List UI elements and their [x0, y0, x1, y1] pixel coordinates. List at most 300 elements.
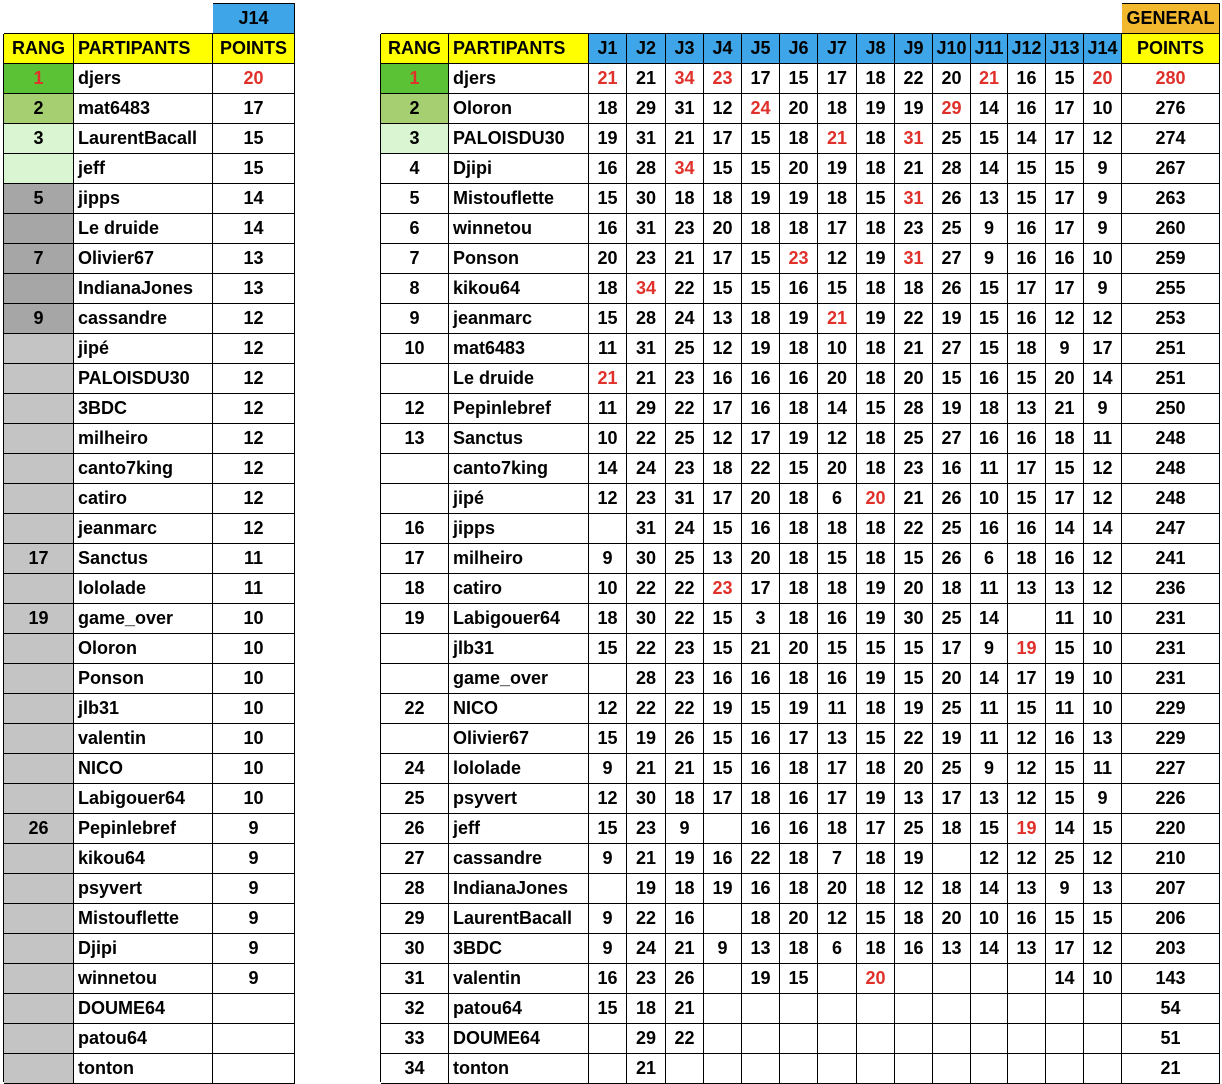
- day-score-cell[interactable]: 19: [933, 724, 971, 754]
- day-score-cell[interactable]: 13: [971, 784, 1008, 814]
- day-score-cell[interactable]: 20: [780, 904, 818, 934]
- left-rank-cell[interactable]: [4, 1054, 74, 1084]
- day-score-cell[interactable]: 23: [704, 64, 742, 94]
- right-participant-cell[interactable]: jipé: [449, 484, 589, 514]
- day-score-cell[interactable]: 27: [933, 424, 971, 454]
- day-score-cell[interactable]: 12: [1084, 304, 1122, 334]
- right-rank-cell[interactable]: 19: [381, 604, 449, 634]
- left-points-cell[interactable]: 12: [213, 334, 295, 364]
- day-score-cell[interactable]: [971, 1054, 1008, 1084]
- day-score-cell[interactable]: 20: [589, 244, 627, 274]
- total-points-cell[interactable]: 260: [1122, 214, 1220, 244]
- left-points-cell[interactable]: 10: [213, 634, 295, 664]
- day-score-cell[interactable]: 9: [589, 754, 627, 784]
- left-participant-cell[interactable]: Olivier67: [74, 244, 213, 274]
- day-score-cell[interactable]: 18: [933, 814, 971, 844]
- day-score-cell[interactable]: 12: [971, 844, 1008, 874]
- day-score-cell[interactable]: 17: [780, 724, 818, 754]
- day-score-cell[interactable]: 20: [857, 964, 895, 994]
- day-score-cell[interactable]: 23: [627, 814, 666, 844]
- day-score-cell[interactable]: 21: [666, 244, 704, 274]
- left-rank-cell[interactable]: [4, 904, 74, 934]
- left-participant-cell[interactable]: 3BDC: [74, 394, 213, 424]
- left-participant-cell[interactable]: DOUME64: [74, 994, 213, 1024]
- day-score-cell[interactable]: 26: [933, 184, 971, 214]
- left-points-cell[interactable]: [213, 1054, 295, 1084]
- day-score-cell[interactable]: [1008, 964, 1046, 994]
- day-score-cell[interactable]: [589, 1054, 627, 1084]
- day-score-cell[interactable]: 15: [895, 664, 933, 694]
- day-score-cell[interactable]: 23: [666, 634, 704, 664]
- day-score-cell[interactable]: 34: [666, 154, 704, 184]
- day-score-cell[interactable]: 18: [780, 874, 818, 904]
- left-participant-cell[interactable]: Labigouer64: [74, 784, 213, 814]
- day-score-cell[interactable]: 16: [1008, 94, 1046, 124]
- right-participant-cell[interactable]: milheiro: [449, 544, 589, 574]
- day-score-cell[interactable]: 12: [895, 874, 933, 904]
- left-rank-cell[interactable]: 9: [4, 304, 74, 334]
- day-score-cell[interactable]: 25: [933, 214, 971, 244]
- day-score-cell[interactable]: 19: [1008, 634, 1046, 664]
- day-score-cell[interactable]: 23: [666, 664, 704, 694]
- right-rank-cell[interactable]: 3: [381, 124, 449, 154]
- day-score-cell[interactable]: [933, 964, 971, 994]
- day-score-cell[interactable]: 13: [1046, 574, 1084, 604]
- total-points-cell[interactable]: 229: [1122, 694, 1220, 724]
- day-score-cell[interactable]: 23: [895, 214, 933, 244]
- day-score-cell[interactable]: 18: [857, 274, 895, 304]
- day-header-j2[interactable]: J2: [627, 34, 666, 64]
- day-score-cell[interactable]: 9: [704, 934, 742, 964]
- day-score-cell[interactable]: 19: [933, 304, 971, 334]
- left-points-cell[interactable]: 12: [213, 484, 295, 514]
- day-score-cell[interactable]: 21: [666, 754, 704, 784]
- day-score-cell[interactable]: 15: [742, 124, 780, 154]
- day-score-cell[interactable]: 15: [704, 634, 742, 664]
- day-score-cell[interactable]: 16: [589, 214, 627, 244]
- day-score-cell[interactable]: 18: [780, 604, 818, 634]
- day-score-cell[interactable]: 31: [666, 94, 704, 124]
- right-rank-cell[interactable]: 26: [381, 814, 449, 844]
- right-participant-cell[interactable]: psyvert: [449, 784, 589, 814]
- day-score-cell[interactable]: [933, 994, 971, 1024]
- left-participant-cell[interactable]: canto7king: [74, 454, 213, 484]
- day-score-cell[interactable]: [1084, 1054, 1122, 1084]
- day-score-cell[interactable]: 12: [589, 694, 627, 724]
- day-score-cell[interactable]: 23: [895, 454, 933, 484]
- day-score-cell[interactable]: 16: [742, 724, 780, 754]
- day-score-cell[interactable]: 17: [704, 484, 742, 514]
- day-score-cell[interactable]: 21: [627, 1054, 666, 1084]
- right-rank-cell[interactable]: 31: [381, 964, 449, 994]
- right-participant-cell[interactable]: patou64: [449, 994, 589, 1024]
- day-score-cell[interactable]: 15: [1084, 814, 1122, 844]
- day-score-cell[interactable]: 18: [857, 874, 895, 904]
- right-rank-cell[interactable]: 13: [381, 424, 449, 454]
- day-score-cell[interactable]: 31: [627, 514, 666, 544]
- total-points-cell[interactable]: 274: [1122, 124, 1220, 154]
- left-rank-cell[interactable]: [4, 964, 74, 994]
- day-score-cell[interactable]: 30: [627, 604, 666, 634]
- day-score-cell[interactable]: 16: [780, 814, 818, 844]
- day-score-cell[interactable]: 12: [1008, 844, 1046, 874]
- day-score-cell[interactable]: 10: [589, 574, 627, 604]
- day-score-cell[interactable]: 12: [1008, 724, 1046, 754]
- day-score-cell[interactable]: 18: [780, 934, 818, 964]
- right-rank-cell[interactable]: 10: [381, 334, 449, 364]
- left-participant-cell[interactable]: kikou64: [74, 844, 213, 874]
- day-score-cell[interactable]: 14: [589, 454, 627, 484]
- right-participant-cell[interactable]: lololade: [449, 754, 589, 784]
- day-score-cell[interactable]: 15: [589, 184, 627, 214]
- day-score-cell[interactable]: 21: [666, 934, 704, 964]
- day-score-cell[interactable]: 15: [857, 394, 895, 424]
- day-score-cell[interactable]: 17: [933, 784, 971, 814]
- day-score-cell[interactable]: 11: [971, 724, 1008, 754]
- right-rank-cell[interactable]: 22: [381, 694, 449, 724]
- left-points-cell[interactable]: 9: [213, 904, 295, 934]
- left-participant-cell[interactable]: jeff: [74, 154, 213, 184]
- left-rank-cell[interactable]: [4, 424, 74, 454]
- day-score-cell[interactable]: 16: [971, 424, 1008, 454]
- total-points-cell[interactable]: 206: [1122, 904, 1220, 934]
- day-score-cell[interactable]: 19: [780, 424, 818, 454]
- left-participant-cell[interactable]: jipps: [74, 184, 213, 214]
- day-score-cell[interactable]: 13: [1008, 574, 1046, 604]
- right-rank-cell[interactable]: 5: [381, 184, 449, 214]
- day-score-cell[interactable]: 21: [666, 124, 704, 154]
- right-rank-cell[interactable]: 34: [381, 1054, 449, 1084]
- day-score-cell[interactable]: 26: [933, 544, 971, 574]
- day-score-cell[interactable]: 9: [1084, 784, 1122, 814]
- day-score-cell[interactable]: 25: [933, 754, 971, 784]
- day-score-cell[interactable]: [857, 994, 895, 1024]
- right-participant-cell[interactable]: Ponson: [449, 244, 589, 274]
- day-score-cell[interactable]: 15: [742, 694, 780, 724]
- right-rank-cell[interactable]: [381, 454, 449, 484]
- day-score-cell[interactable]: 18: [780, 124, 818, 154]
- day-score-cell[interactable]: [780, 994, 818, 1024]
- left-points-cell[interactable]: [213, 1024, 295, 1054]
- day-score-cell[interactable]: 18: [857, 694, 895, 724]
- day-score-cell[interactable]: 20: [895, 754, 933, 784]
- day-score-cell[interactable]: 22: [895, 304, 933, 334]
- day-score-cell[interactable]: 17: [1046, 214, 1084, 244]
- day-score-cell[interactable]: 15: [780, 964, 818, 994]
- left-rank-cell[interactable]: [4, 934, 74, 964]
- day-score-cell[interactable]: 18: [666, 184, 704, 214]
- day-score-cell[interactable]: 6: [818, 934, 857, 964]
- day-score-cell[interactable]: 15: [704, 724, 742, 754]
- day-score-cell[interactable]: 20: [742, 544, 780, 574]
- left-rank-cell[interactable]: [4, 844, 74, 874]
- day-score-cell[interactable]: [704, 1054, 742, 1084]
- day-score-cell[interactable]: 15: [818, 274, 857, 304]
- left-points-cell[interactable]: 14: [213, 184, 295, 214]
- day-score-cell[interactable]: 15: [742, 244, 780, 274]
- day-score-cell[interactable]: 9: [1084, 184, 1122, 214]
- day-score-cell[interactable]: 28: [627, 664, 666, 694]
- day-score-cell[interactable]: 16: [780, 784, 818, 814]
- total-points-cell[interactable]: 253: [1122, 304, 1220, 334]
- left-points-cell[interactable]: 9: [213, 964, 295, 994]
- day-score-cell[interactable]: 17: [1046, 934, 1084, 964]
- day-score-cell[interactable]: 15: [1046, 634, 1084, 664]
- day-score-cell[interactable]: 18: [818, 514, 857, 544]
- day-score-cell[interactable]: 21: [627, 754, 666, 784]
- day-score-cell[interactable]: [704, 904, 742, 934]
- day-score-cell[interactable]: 15: [589, 814, 627, 844]
- day-score-cell[interactable]: 10: [1084, 964, 1122, 994]
- day-score-cell[interactable]: 17: [818, 784, 857, 814]
- total-points-cell[interactable]: 241: [1122, 544, 1220, 574]
- day-score-cell[interactable]: 16: [971, 514, 1008, 544]
- day-score-cell[interactable]: 17: [1046, 124, 1084, 154]
- day-score-cell[interactable]: 19: [857, 304, 895, 334]
- left-points-cell[interactable]: 12: [213, 514, 295, 544]
- left-rank-cell[interactable]: [4, 214, 74, 244]
- day-score-cell[interactable]: [895, 994, 933, 1024]
- total-points-cell[interactable]: 226: [1122, 784, 1220, 814]
- day-score-cell[interactable]: 17: [818, 754, 857, 784]
- day-score-cell[interactable]: [857, 1024, 895, 1054]
- left-rank-cell[interactable]: [4, 514, 74, 544]
- right-rank-cell[interactable]: [381, 664, 449, 694]
- day-score-cell[interactable]: 28: [627, 154, 666, 184]
- day-score-cell[interactable]: 12: [704, 94, 742, 124]
- left-rank-cell[interactable]: [4, 784, 74, 814]
- left-participant-cell[interactable]: jlb31: [74, 694, 213, 724]
- right-participant-cell[interactable]: Labigouer64: [449, 604, 589, 634]
- day-score-cell[interactable]: 20: [780, 94, 818, 124]
- day-score-cell[interactable]: 16: [704, 664, 742, 694]
- left-rank-cell[interactable]: 5: [4, 184, 74, 214]
- day-score-cell[interactable]: 15: [1046, 904, 1084, 934]
- day-score-cell[interactable]: 18: [742, 304, 780, 334]
- left-points-cell[interactable]: 12: [213, 394, 295, 424]
- day-score-cell[interactable]: 24: [627, 454, 666, 484]
- right-rank-cell[interactable]: 24: [381, 754, 449, 784]
- day-score-cell[interactable]: 15: [704, 514, 742, 544]
- day-score-cell[interactable]: 19: [666, 844, 704, 874]
- day-score-cell[interactable]: 16: [742, 814, 780, 844]
- left-participant-cell[interactable]: psyvert: [74, 874, 213, 904]
- left-rank-cell[interactable]: [4, 694, 74, 724]
- day-score-cell[interactable]: 18: [857, 424, 895, 454]
- right-participant-cell[interactable]: cassandre: [449, 844, 589, 874]
- day-score-cell[interactable]: [1084, 994, 1122, 1024]
- day-score-cell[interactable]: 20: [933, 64, 971, 94]
- left-participant-cell[interactable]: Ponson: [74, 664, 213, 694]
- left-points-cell[interactable]: 12: [213, 424, 295, 454]
- left-participant-cell[interactable]: Oloron: [74, 634, 213, 664]
- day-score-cell[interactable]: 18: [818, 94, 857, 124]
- day-score-cell[interactable]: 20: [818, 364, 857, 394]
- day-score-cell[interactable]: 15: [589, 994, 627, 1024]
- day-score-cell[interactable]: 11: [1084, 424, 1122, 454]
- left-participant-cell[interactable]: Mistouflette: [74, 904, 213, 934]
- total-points-cell[interactable]: 231: [1122, 604, 1220, 634]
- day-score-cell[interactable]: 10: [1084, 94, 1122, 124]
- day-score-cell[interactable]: 17: [704, 394, 742, 424]
- day-score-cell[interactable]: 12: [1084, 934, 1122, 964]
- day-score-cell[interactable]: 22: [627, 634, 666, 664]
- day-score-cell[interactable]: 9: [1046, 334, 1084, 364]
- right-rank-cell[interactable]: 29: [381, 904, 449, 934]
- day-score-cell[interactable]: 11: [589, 334, 627, 364]
- right-rank-cell[interactable]: [381, 634, 449, 664]
- day-score-cell[interactable]: 20: [933, 904, 971, 934]
- day-score-cell[interactable]: 21: [627, 64, 666, 94]
- day-score-cell[interactable]: [742, 994, 780, 1024]
- right-participant-cell[interactable]: NICO: [449, 694, 589, 724]
- day-score-cell[interactable]: [1046, 1054, 1084, 1084]
- total-points-cell[interactable]: 248: [1122, 454, 1220, 484]
- left-points-cell[interactable]: 20: [213, 64, 295, 94]
- day-score-cell[interactable]: 15: [971, 274, 1008, 304]
- right-header-points[interactable]: POINTS: [1122, 34, 1220, 64]
- day-score-cell[interactable]: 18: [1008, 544, 1046, 574]
- day-score-cell[interactable]: 21: [666, 994, 704, 1024]
- day-score-cell[interactable]: 13: [933, 934, 971, 964]
- total-points-cell[interactable]: 263: [1122, 184, 1220, 214]
- left-points-cell[interactable]: 13: [213, 244, 295, 274]
- day-score-cell[interactable]: 25: [895, 814, 933, 844]
- left-points-cell[interactable]: 13: [213, 274, 295, 304]
- day-score-cell[interactable]: 19: [1046, 664, 1084, 694]
- total-points-cell[interactable]: 247: [1122, 514, 1220, 544]
- left-top-label[interactable]: J14: [213, 4, 295, 34]
- day-score-cell[interactable]: 18: [857, 544, 895, 574]
- day-score-cell[interactable]: 15: [933, 364, 971, 394]
- day-score-cell[interactable]: 19: [895, 844, 933, 874]
- day-header-j11[interactable]: J11: [971, 34, 1008, 64]
- day-score-cell[interactable]: 19: [818, 154, 857, 184]
- day-score-cell[interactable]: 25: [895, 424, 933, 454]
- day-score-cell[interactable]: 15: [704, 274, 742, 304]
- day-score-cell[interactable]: 25: [933, 604, 971, 634]
- day-score-cell[interactable]: 17: [704, 124, 742, 154]
- day-score-cell[interactable]: 18: [857, 934, 895, 964]
- day-score-cell[interactable]: 14: [1046, 964, 1084, 994]
- day-score-cell[interactable]: 19: [895, 94, 933, 124]
- day-score-cell[interactable]: [742, 1024, 780, 1054]
- day-score-cell[interactable]: 18: [666, 784, 704, 814]
- day-score-cell[interactable]: 12: [1084, 454, 1122, 484]
- day-score-cell[interactable]: 15: [1008, 184, 1046, 214]
- day-score-cell[interactable]: 16: [589, 964, 627, 994]
- day-score-cell[interactable]: 11: [1084, 754, 1122, 784]
- day-score-cell[interactable]: 16: [742, 754, 780, 784]
- day-score-cell[interactable]: [780, 1054, 818, 1084]
- day-score-cell[interactable]: 20: [1084, 64, 1122, 94]
- day-score-cell[interactable]: 9: [971, 754, 1008, 784]
- left-participant-cell[interactable]: djers: [74, 64, 213, 94]
- day-score-cell[interactable]: 11: [1046, 604, 1084, 634]
- day-score-cell[interactable]: 10: [818, 334, 857, 364]
- left-rank-cell[interactable]: [4, 724, 74, 754]
- right-participant-cell[interactable]: Oloron: [449, 94, 589, 124]
- right-participant-cell[interactable]: canto7king: [449, 454, 589, 484]
- day-score-cell[interactable]: 17: [742, 424, 780, 454]
- day-score-cell[interactable]: 29: [627, 394, 666, 424]
- total-points-cell[interactable]: 143: [1122, 964, 1220, 994]
- day-score-cell[interactable]: 19: [742, 184, 780, 214]
- day-score-cell[interactable]: [818, 994, 857, 1024]
- day-header-j3[interactable]: J3: [666, 34, 704, 64]
- day-score-cell[interactable]: 16: [1008, 244, 1046, 274]
- left-rank-cell[interactable]: [4, 1024, 74, 1054]
- left-participant-cell[interactable]: NICO: [74, 754, 213, 784]
- day-score-cell[interactable]: 18: [857, 334, 895, 364]
- total-points-cell[interactable]: 207: [1122, 874, 1220, 904]
- day-score-cell[interactable]: 13: [1008, 394, 1046, 424]
- left-rank-cell[interactable]: 17: [4, 544, 74, 574]
- day-score-cell[interactable]: 31: [627, 124, 666, 154]
- right-rank-cell[interactable]: 18: [381, 574, 449, 604]
- day-score-cell[interactable]: 17: [704, 244, 742, 274]
- day-score-cell[interactable]: 15: [589, 634, 627, 664]
- day-score-cell[interactable]: 3: [742, 604, 780, 634]
- left-points-cell[interactable]: 10: [213, 604, 295, 634]
- day-score-cell[interactable]: [704, 1024, 742, 1054]
- day-score-cell[interactable]: 15: [704, 604, 742, 634]
- day-score-cell[interactable]: 13: [1084, 724, 1122, 754]
- right-rank-cell[interactable]: 33: [381, 1024, 449, 1054]
- day-score-cell[interactable]: 10: [1084, 694, 1122, 724]
- left-rank-cell[interactable]: [4, 364, 74, 394]
- day-score-cell[interactable]: 16: [1008, 304, 1046, 334]
- day-score-cell[interactable]: 19: [780, 184, 818, 214]
- day-score-cell[interactable]: 25: [933, 514, 971, 544]
- right-rank-cell[interactable]: 1: [381, 64, 449, 94]
- day-score-cell[interactable]: 20: [1046, 364, 1084, 394]
- day-score-cell[interactable]: 18: [895, 274, 933, 304]
- left-points-cell[interactable]: 9: [213, 934, 295, 964]
- day-score-cell[interactable]: 18: [704, 184, 742, 214]
- day-score-cell[interactable]: 31: [627, 334, 666, 364]
- total-points-cell[interactable]: 276: [1122, 94, 1220, 124]
- left-header-rang[interactable]: RANG: [4, 34, 74, 64]
- day-score-cell[interactable]: 17: [1008, 274, 1046, 304]
- day-score-cell[interactable]: 18: [589, 604, 627, 634]
- day-score-cell[interactable]: 15: [1008, 484, 1046, 514]
- day-score-cell[interactable]: 25: [666, 544, 704, 574]
- day-score-cell[interactable]: 34: [666, 64, 704, 94]
- right-participant-cell[interactable]: Olivier67: [449, 724, 589, 754]
- total-points-cell[interactable]: 231: [1122, 664, 1220, 694]
- day-score-cell[interactable]: [704, 814, 742, 844]
- left-rank-cell[interactable]: [4, 574, 74, 604]
- day-score-cell[interactable]: 16: [818, 664, 857, 694]
- right-participant-cell[interactable]: PALOISDU30: [449, 124, 589, 154]
- left-rank-cell[interactable]: [4, 394, 74, 424]
- day-score-cell[interactable]: 14: [971, 664, 1008, 694]
- day-score-cell[interactable]: 17: [704, 784, 742, 814]
- day-score-cell[interactable]: 18: [780, 214, 818, 244]
- day-score-cell[interactable]: 21: [895, 484, 933, 514]
- day-score-cell[interactable]: 28: [627, 304, 666, 334]
- day-score-cell[interactable]: 9: [589, 934, 627, 964]
- day-score-cell[interactable]: 13: [704, 304, 742, 334]
- day-score-cell[interactable]: 12: [1084, 124, 1122, 154]
- day-score-cell[interactable]: 27: [933, 334, 971, 364]
- left-points-cell[interactable]: 17: [213, 94, 295, 124]
- left-points-cell[interactable]: 10: [213, 664, 295, 694]
- day-score-cell[interactable]: 20: [704, 214, 742, 244]
- day-score-cell[interactable]: 22: [666, 694, 704, 724]
- right-participant-cell[interactable]: jeff: [449, 814, 589, 844]
